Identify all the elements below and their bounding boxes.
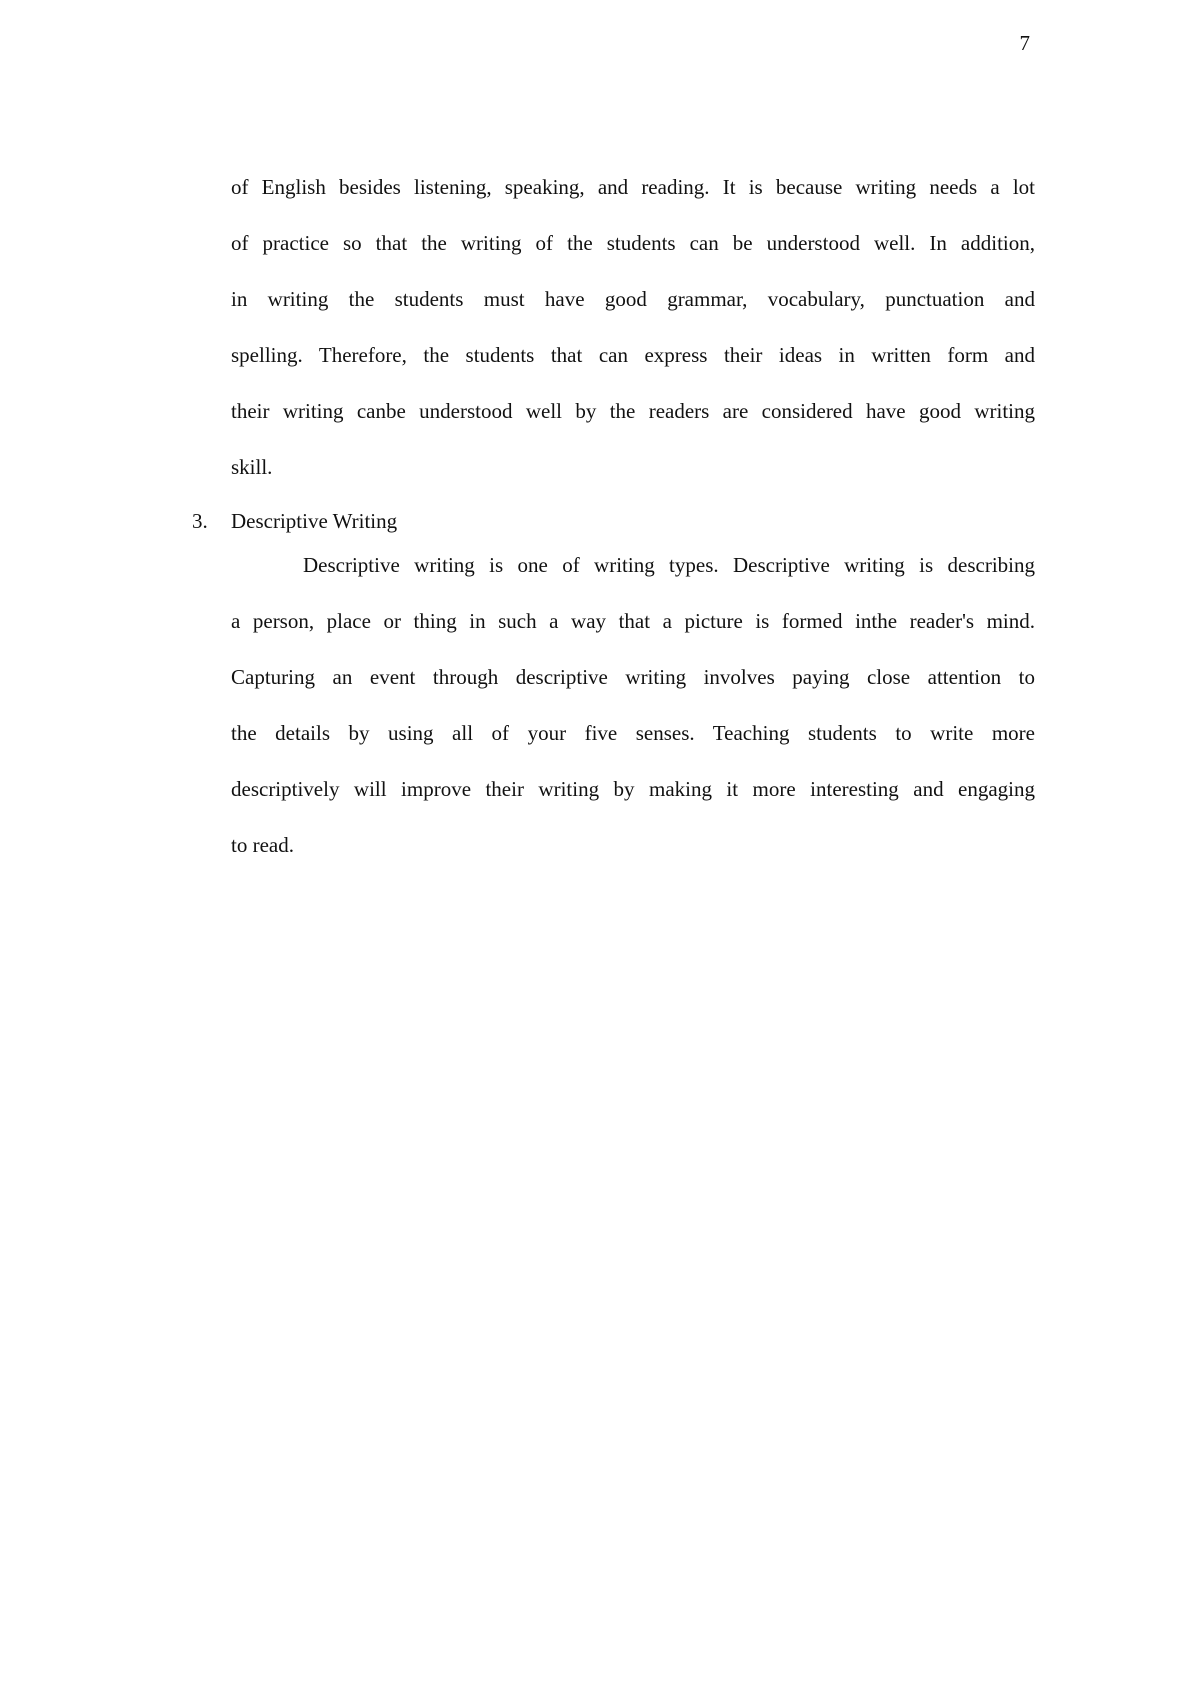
page-number: 7 (1019, 31, 1030, 55)
paragraph-line: a person, place or thing in such a way that a picture is formed inthe reader's mind. (231, 609, 1035, 633)
paragraph-line: in writing the students must have good grammar, vocabulary, punctuation and (231, 287, 1035, 311)
paragraph-line: to read. (231, 833, 294, 857)
paragraph-line: Capturing an event through descriptive writing involves paying close attention to (231, 665, 1035, 689)
paragraph-line: of practice so that the writing of the students can be understood well. In addition, (231, 231, 1035, 255)
section-title: Descriptive Writing (231, 509, 398, 533)
paragraph-line: of English besides listening, speaking, and reading. It is because writing needs a lot (231, 175, 1035, 199)
paragraph-line: spelling. Therefore, the students that can express their ideas in written form and (231, 343, 1035, 367)
paragraph-line: Descriptive writing is one of writing types. Descriptive writing is describing (303, 553, 1035, 577)
paragraph-line: their writing canbe understood well by the readers are considered have good writing (231, 399, 1035, 423)
paragraph-line: descriptively will improve their writing by making it more interesting and engaging (231, 777, 1035, 801)
list-number: 3. (192, 509, 208, 533)
paragraph-line: the details by using all of your five senses. Teaching students to write more (231, 721, 1035, 745)
paragraph-line: skill. (231, 455, 273, 479)
